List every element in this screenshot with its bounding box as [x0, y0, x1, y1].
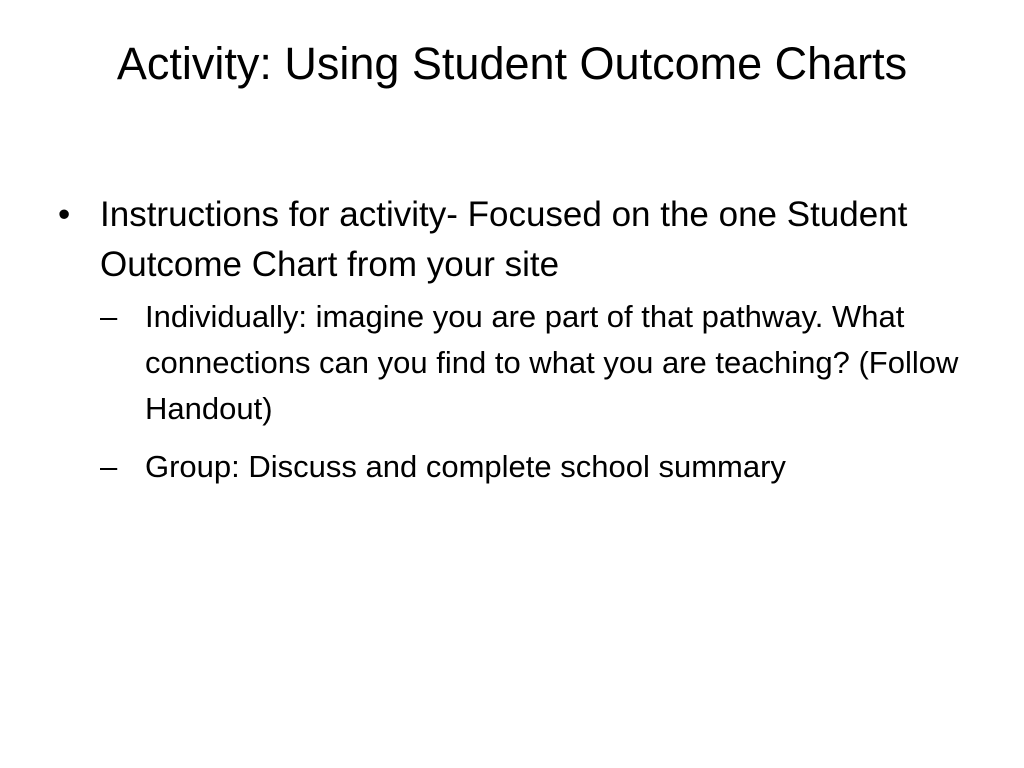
bullet-item	[56, 190, 976, 490]
sub-bullet-text: Group: Discuss and complete school summary	[145, 449, 786, 484]
sub-bullet-list	[100, 294, 976, 490]
slide-body	[56, 190, 976, 502]
slide-title: Activity: Using Student Outcome Charts	[116, 38, 908, 89]
sub-bullet-marker: –	[100, 449, 118, 484]
sub-bullet-item	[100, 294, 976, 432]
sub-bullet-marker: –	[100, 299, 118, 334]
sub-bullet-item	[100, 444, 976, 490]
bullet-text: Instructions for activity- Focused on the one Student Outcome Chart from your site	[100, 195, 908, 284]
bullet-marker: •	[58, 195, 71, 234]
sub-bullet-text: Individually: imagine you are part of that pathway. What connections can you find to what you are teaching? (Follow Handout)	[145, 299, 959, 426]
